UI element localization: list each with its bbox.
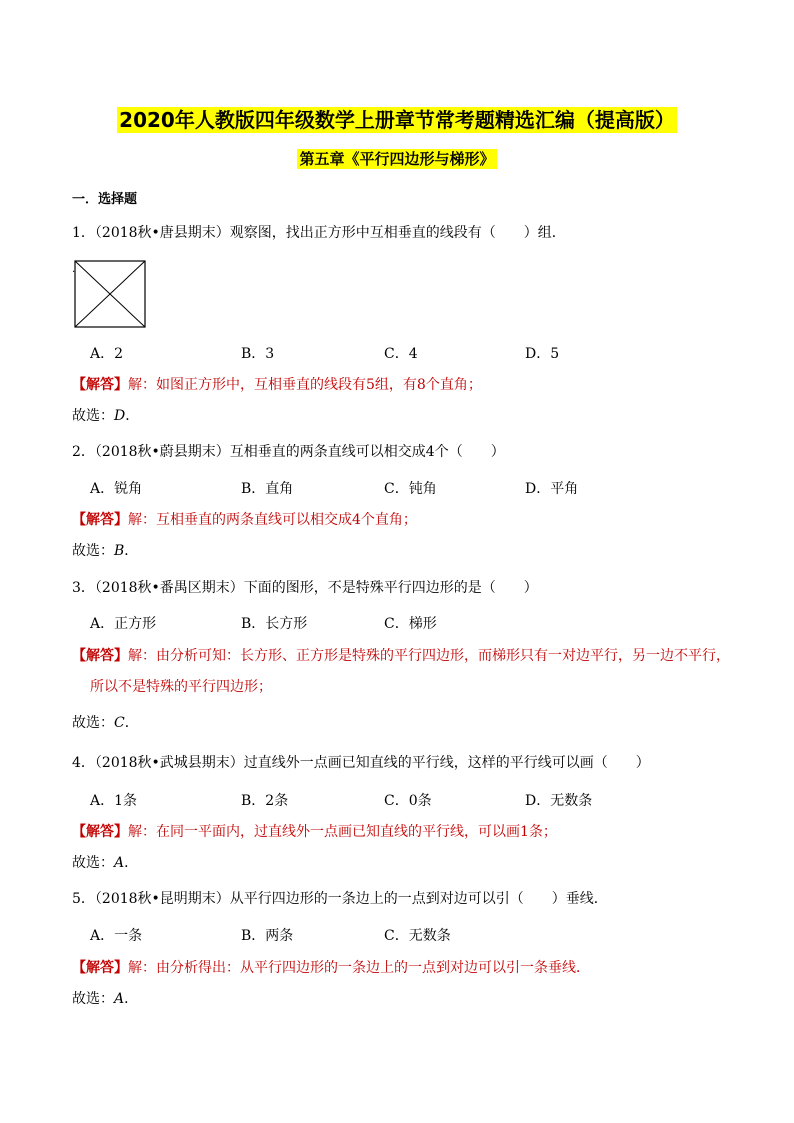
choice-end: ． [124,715,139,731]
chapter-subtitle-text: 第五章《平行四边形与梯形》 [299,150,495,168]
question-2-option-c: C．钝角 [384,481,437,497]
question-2-answer [72,509,417,529]
answer-tag: 【解答】 [72,512,128,528]
question-4-answer [72,821,557,841]
answer-tag: 【解答】 [72,377,128,393]
question-1-stem: 1．（2018秋•唐县期末）观察图，找出正方形中互相垂直的线段有（ ）组． [72,225,566,241]
question-1-option-c: C．4 [384,346,418,362]
section-heading: 一．选择题 [72,192,138,207]
question-3-answer [72,645,730,665]
answer-text: 解：在同一平面内，过直线外一点画已知直线的平行线，可以画1条； [128,824,557,840]
question-2-choice [72,540,138,560]
choice-label: 故选： [72,855,114,871]
question-1-option-d: D．5 [525,346,560,362]
choice-letter: A [114,855,125,871]
question-5-answer [72,957,590,977]
square-diagonals-figure [74,260,146,328]
page-title [0,104,794,133]
choice-end: ． [124,543,139,559]
question-1-option-a: A．2 [90,346,124,362]
question-2-option-d: D．平角 [525,481,579,497]
choice-label: 故选： [72,543,114,559]
question-1-option-b: B．3 [241,346,275,362]
question-4-option-b: B．2条 [241,793,289,809]
choice-letter: D [114,408,126,424]
question-1-choice [72,405,139,425]
figure-mark: . [72,264,76,275]
question-4-choice [72,852,138,872]
question-5-option-b: B．两条 [241,928,294,944]
question-3-option-c: C．梯形 [384,616,437,632]
question-4-option-c: C．0条 [384,793,432,809]
question-1-answer [72,374,482,394]
answer-text: 解：互相垂直的两条直线可以相交成4个直角； [128,512,417,528]
question-2-stem: 2．（2018秋•蔚县期末）互相垂直的两条直线可以相交成4个（ ） [72,444,505,460]
question-3-option-a: A．正方形 [90,616,157,632]
choice-end: ． [124,855,139,871]
question-4-option-d: D．无数条 [525,793,593,809]
answer-text: 解：由分析得出：从平行四边形的一条边上的一点到对边可以引一条垂线． [128,960,590,976]
choice-end: ． [125,408,140,424]
page-title-text: 2020年人教版四年级数学上册章节常考题精选汇编（提高版） [119,108,675,132]
choice-letter: A [114,991,125,1007]
choice-label: 故选： [72,991,114,1007]
question-2-option-b: B．直角 [241,481,294,497]
answer-text: 解：由分析可知：长方形、正方形是特殊的平行四边形，而梯形只有一对边平行，另一边不平行， [128,648,730,664]
chapter-subtitle [0,148,794,169]
choice-label: 故选： [72,715,114,731]
answer-text: 解：如图正方形中，互相垂直的线段有5组，有8个直角； [128,377,482,393]
choice-letter: C [114,715,125,731]
question-3-answer-line-2: 所以不是特殊的平行四边形； [90,679,272,695]
question-3-option-b: B．长方形 [241,616,308,632]
question-4-option-a: A．1条 [90,793,138,809]
choice-end: ． [124,991,139,1007]
answer-tag: 【解答】 [72,648,128,664]
question-2-option-a: A．锐角 [90,481,143,497]
question-4-stem: 4．（2018秋•武城县期末）过直线外一点画已知直线的平行线，这样的平行线可以画（ ） [72,755,650,771]
question-5-option-c: C．无数条 [384,928,451,944]
question-5-option-a: A．一条 [90,928,143,944]
answer-tag: 【解答】 [72,824,128,840]
answer-tag: 【解答】 [72,960,128,976]
question-5-choice [72,988,138,1008]
question-5-stem: 5．（2018秋•昆明期末）从平行四边形的一条边上的一点到对边可以引（ ）垂线． [72,891,608,907]
choice-label: 故选： [72,408,114,424]
question-3-stem: 3．（2018秋•番禺区期末）下面的图形，不是特殊平行四边形的是（ ） [72,580,538,596]
choice-letter: B [114,543,125,559]
question-3-choice [72,712,139,732]
